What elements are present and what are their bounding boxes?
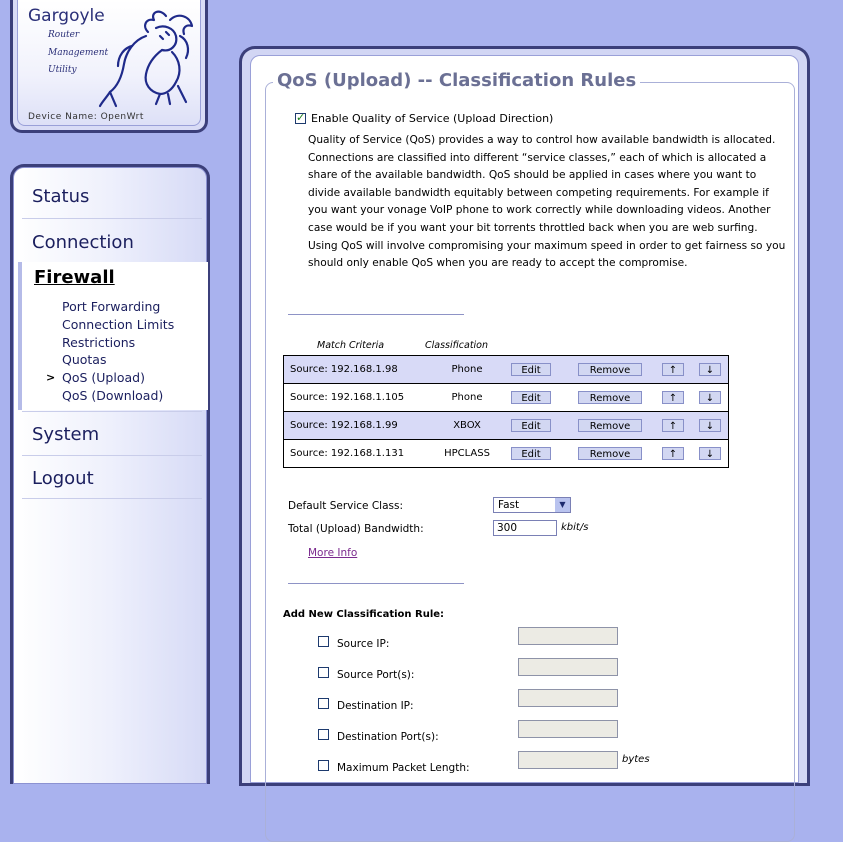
move-down-button[interactable]: ↓ [699, 363, 721, 376]
rule-criteria: Source: 192.168.1.131 [290, 448, 405, 459]
rule-class: HPCLASS [444, 448, 490, 459]
page-title: QoS (Upload) -- Classification Rules [273, 70, 640, 91]
column-header-criteria: Match Criteria [317, 340, 385, 351]
default-class-value: Fast [498, 499, 520, 511]
source-port-label: Source Port(s): [337, 669, 415, 681]
device-name: Device Name: OpenWrt [28, 112, 144, 122]
nav-logout[interactable]: Logout [32, 468, 94, 489]
nav-connection[interactable]: Connection [32, 232, 134, 253]
rules-table [283, 355, 729, 468]
section-divider [288, 314, 464, 315]
nav-item-restrictions[interactable]: Restrictions [62, 335, 136, 350]
max-packet-length-label: Maximum Packet Length: [337, 762, 470, 774]
more-info-link[interactable]: More Info [308, 547, 358, 559]
nav-panel [10, 164, 210, 784]
move-up-button[interactable]: ↑ [662, 363, 684, 376]
nav-system[interactable]: System [32, 424, 100, 445]
table-row [284, 356, 729, 384]
rule-class: Phone [438, 384, 496, 412]
destination-ip-label: Destination IP: [337, 700, 414, 712]
active-marker-icon: > [46, 371, 56, 384]
table-row [284, 384, 729, 412]
table-row [284, 440, 729, 468]
brand-title: Gargoyle [28, 6, 105, 26]
section-divider [288, 583, 464, 584]
destination-port-label: Destination Port(s): [337, 731, 439, 743]
qos-description: Quality of Service (QoS) provides a way to control how available bandwidth is allocated. Connections are classified into different “service classes,” each of which is allocated a share of the available bandwidth. QoS should be applied in cases where you want to divide available bandwidth equitably between competing requirements. For example if you want your vonage VoIP phone to work correctly while downloading videos. Another case would be if you want your bit torrents throttled back when you are web surfing. Using QoS will involve compromising your maximum speed in order to get fairness so you should only enable QoS when you are ready to accept the compromise. [308, 134, 786, 270]
source-port-input[interactable] [518, 658, 618, 676]
nav-firewall[interactable]: Firewall [34, 267, 115, 288]
nav-divider [22, 455, 202, 456]
source-ip-checkbox[interactable] [318, 636, 329, 647]
main-content [250, 55, 799, 783]
chevron-down-icon: ▼ [555, 498, 570, 512]
bandwidth-input[interactable]: 300 [493, 520, 557, 536]
nav-item-qos-download[interactable]: QoS (Download) [62, 388, 164, 403]
max-packet-length-input[interactable] [518, 751, 618, 769]
nav-divider [22, 498, 202, 499]
brand-subtitle-2: Management [48, 48, 109, 58]
edit-button[interactable]: Edit [511, 419, 551, 432]
nav-item-quotas[interactable]: Quotas [62, 352, 107, 367]
nav-inner [13, 167, 207, 784]
bandwidth-unit: kbit/s [561, 522, 589, 533]
remove-button[interactable]: Remove [578, 391, 642, 404]
destination-port-checkbox[interactable] [318, 729, 329, 740]
nav-item-qos-upload[interactable]: QoS (Upload) [62, 370, 145, 385]
rule-class: XBOX [438, 412, 496, 440]
remove-button[interactable]: Remove [578, 447, 642, 460]
brand-box [10, 0, 208, 133]
main-frame [242, 49, 807, 783]
edit-button[interactable]: Edit [511, 363, 551, 376]
destination-port-input[interactable] [518, 720, 618, 738]
rule-criteria: Source: 192.168.1.99 [284, 412, 439, 440]
edit-button[interactable]: Edit [511, 447, 551, 460]
source-port-checkbox[interactable] [318, 667, 329, 678]
source-ip-input[interactable] [518, 627, 618, 645]
brand-subtitle-1: Router [48, 30, 80, 40]
default-class-select[interactable] [493, 497, 571, 513]
nav-item-port-forwarding[interactable]: Port Forwarding [62, 299, 161, 314]
enable-qos-label: Enable Quality of Service (Upload Direction) [311, 112, 554, 125]
brand-subtitle-3: Utility [48, 65, 77, 75]
move-up-button[interactable]: ↑ [662, 391, 684, 404]
edit-button[interactable]: Edit [511, 391, 551, 404]
nav-divider [22, 411, 202, 412]
remove-button[interactable]: Remove [578, 419, 642, 432]
source-ip-label: Source IP: [337, 638, 390, 650]
rule-class: Phone [438, 356, 496, 384]
default-class-label: Default Service Class: [288, 500, 404, 512]
nav-divider [22, 218, 202, 219]
add-rule-title: Add New Classification Rule: [283, 609, 445, 620]
rule-criteria: Source: 192.168.1.105 [284, 384, 439, 412]
move-up-button[interactable]: ↑ [662, 419, 684, 432]
move-down-button[interactable]: ↓ [699, 447, 721, 460]
gargoyle-logo-icon [96, 6, 200, 110]
rule-criteria: Source: 192.168.1.98 [284, 356, 439, 384]
nav-item-connection-limits[interactable]: Connection Limits [62, 317, 175, 332]
destination-ip-input[interactable] [518, 689, 618, 707]
table-row [284, 412, 729, 440]
bandwidth-label: Total (Upload) Bandwidth: [288, 523, 424, 535]
destination-ip-checkbox[interactable] [318, 698, 329, 709]
remove-button[interactable]: Remove [578, 363, 642, 376]
brand-inner [17, 0, 201, 126]
move-down-button[interactable]: ↓ [699, 419, 721, 432]
nav-status[interactable]: Status [32, 186, 90, 207]
move-up-button[interactable]: ↑ [662, 447, 684, 460]
column-header-classification: Classification [425, 340, 489, 351]
move-down-button[interactable]: ↓ [699, 391, 721, 404]
main-panel [239, 46, 810, 786]
nav-firewall-group [18, 262, 208, 410]
bytes-unit: bytes [622, 754, 650, 765]
enable-qos-checkbox[interactable] [295, 113, 306, 124]
